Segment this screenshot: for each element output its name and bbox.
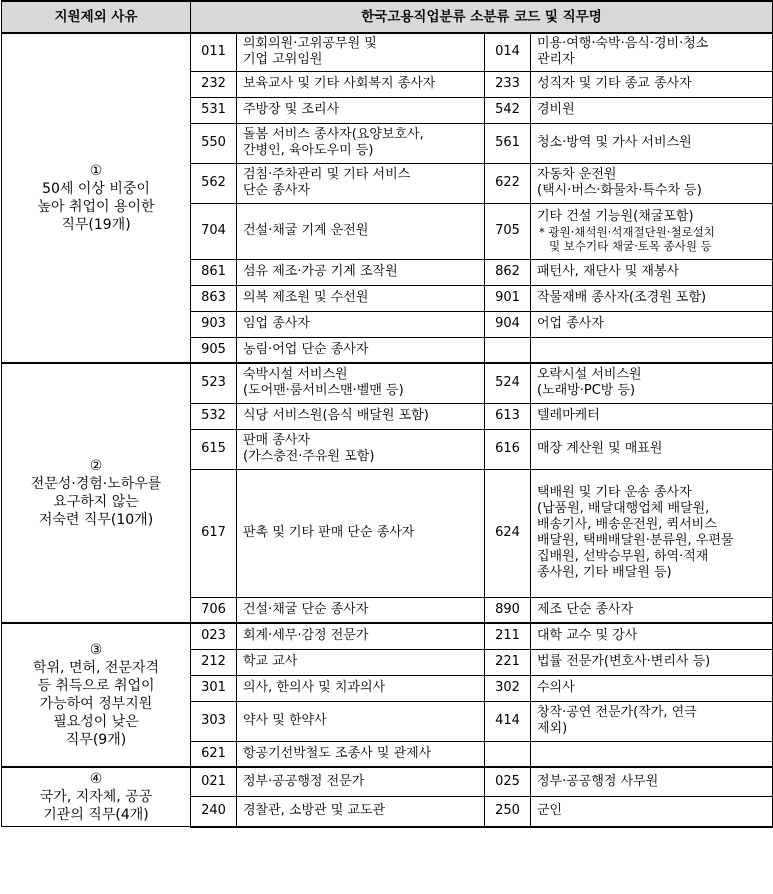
job-name-line: (도어맨·룸서비스맨·벨맨 등) [243,383,404,399]
job-name-cell [531,363,773,403]
job-name-line: 경비원 [537,102,575,117]
job-name-cell [531,403,773,429]
job-name-cell [237,701,485,741]
reason-number: ④ [89,771,103,787]
job-name-line: 제외) [537,721,568,736]
job-exclusion-table [1,0,773,828]
table-row [2,623,773,649]
job-name-line: 건설·채굴 단순 종사자 [243,601,369,617]
job-name-line: 군인 [537,803,563,819]
job-code-cell: 903 [191,311,237,337]
job-name-line: 주방장 및 조리사 [243,102,340,117]
job-note-line: * 광원·채석원·석재절단원·철로설치 [539,225,715,239]
job-note-line: 및 보수기타 채굴·토목 종사원 등 [549,239,712,253]
job-name-line: 종사원, 기타 배달원 등) [537,565,672,580]
job-code-cell: 011 [191,33,237,71]
reason-text-line: 전문성·경험·노하우를 [30,476,162,492]
job-code-cell: 890 [485,597,531,623]
job-name-cell [531,675,773,701]
job-code-cell: 613 [485,403,531,429]
exclusion-reason-cell [2,623,191,767]
job-name-line: 회계·세무·감정 전문가 [243,628,369,644]
job-name-cell [237,33,485,71]
job-code-cell: 901 [485,285,531,311]
job-code-cell: 550 [191,123,237,163]
job-name-line: 택배원 및 기타 운송 종사자 [537,485,692,500]
table-header-row [2,1,773,33]
reason-number: ① [89,163,103,179]
job-name-line: (노래방·PC방 등) [537,383,636,399]
job-code-cell: 862 [485,259,531,285]
exclusion-reason-cell [2,33,191,363]
job-name-cell [237,623,485,649]
job-name-line: 패턴사, 재단사 및 재봉사 [537,264,680,279]
job-name-line: 돌봄 서비스 종사자(요양보호사, [243,127,424,142]
job-code-cell: 232 [191,71,237,97]
job-code-cell: 301 [191,675,237,701]
job-name-cell [531,97,773,123]
job-name-cell [237,71,485,97]
job-name-cell [237,203,485,259]
job-code-cell: 615 [191,429,237,469]
job-code-cell: 250 [485,797,531,827]
job-name-cell [531,285,773,311]
table-row [2,363,773,403]
job-name-line: 정부·공공행정 전문가 [243,774,365,790]
reason-text-line: 국가, 지자체, 공공 [39,789,153,805]
job-name-cell [531,741,773,767]
job-name-line: 검침·주차관리 및 기타 서비스 [243,167,411,182]
job-name-cell [237,597,485,623]
job-name-line: 텔레마케터 [537,408,600,423]
job-name-line: 숙박시설 서비스원 [243,367,348,383]
job-code-cell: 532 [191,403,237,429]
job-code-cell: 014 [485,33,531,71]
job-name-line: 관리자 [537,52,575,68]
job-name-cell [531,649,773,675]
header-code-and-job: 한국고용직업분류 소분류 코드 및 직무명 [191,1,773,33]
job-code-cell: 233 [485,71,531,97]
job-name-cell [531,33,773,71]
job-name-cell [531,71,773,97]
job-name-line: 법률 전문가(변호사·변리사 등) [537,654,711,669]
job-code-cell: 211 [485,623,531,649]
job-name-cell [237,741,485,767]
job-name-line: 기업 고위임원 [243,52,323,68]
job-code-cell: 621 [191,741,237,767]
job-code-cell: 212 [191,649,237,675]
job-code-cell: 524 [485,363,531,403]
reason-text-line: 요구하지 않는 [53,494,139,510]
job-name-cell [237,259,485,285]
job-code-cell: 705 [485,203,531,259]
job-name-line: 작물재배 종사자(조경원 포함) [537,290,707,305]
job-code-cell: 616 [485,429,531,469]
reason-text-line: 가능하여 정부지원 [39,696,153,712]
job-name-line: 수의사 [537,680,575,695]
job-name-line: 건설·채굴 기계 운전원 [243,223,369,238]
job-code-cell: 025 [485,767,531,797]
reason-text-line: 직무(19개) [61,217,131,233]
reason-text-line: 직무(9개) [65,732,127,748]
table-row [2,33,773,71]
job-name-cell [531,469,773,597]
reason-text-line: 필요성이 낮은 [53,714,139,730]
job-name-cell [531,123,773,163]
job-name-cell [531,623,773,649]
exclusion-reason-cell [2,363,191,623]
job-code-cell: 863 [191,285,237,311]
job-code-cell: 561 [485,123,531,163]
job-name-cell [531,701,773,741]
job-code-cell: 562 [191,163,237,203]
job-code-cell: 221 [485,649,531,675]
job-name-line: 단순 종사자 [243,183,310,198]
job-name-line: 매장 계산원 및 매표원 [537,441,663,456]
job-name-cell [531,767,773,797]
job-code-cell: 624 [485,469,531,597]
job-name-line: 경찰관, 소방관 및 교도관 [243,803,386,819]
job-name-cell [237,123,485,163]
job-name-cell [237,363,485,403]
job-code-cell: 617 [191,469,237,597]
job-name-line: 항공기선박철도 조종사 및 관제사 [243,745,432,761]
job-name-cell [237,675,485,701]
reason-text-line: 저숙련 직무(10개) [38,512,154,528]
job-name-line: (택시·버스·화물차·특수차 등) [537,183,702,198]
job-name-line: 미용·여행·숙박·음식·경비·청소 [537,36,709,52]
job-name-cell [531,259,773,285]
job-name-line: 의회의원·고위공무원 및 [243,36,377,52]
job-code-cell [485,337,531,363]
job-name-line: 약사 및 한약사 [243,713,327,728]
job-name-line: 배달원, 택배배달원·분류원, 우편물 [537,533,734,548]
job-name-cell [237,97,485,123]
job-name-line: 판촉 및 기타 판매 단순 종사자 [243,525,415,540]
exclusion-reason-cell [2,767,191,827]
job-code-cell: 861 [191,259,237,285]
job-name-line: 집배원, 선박승무원, 하역·적재 [537,549,709,564]
table-row [2,767,773,797]
job-code-cell: 023 [191,623,237,649]
job-code-cell [485,741,531,767]
job-name-cell [531,311,773,337]
job-name-line: 기타 건설 기능원(채굴포함) [537,209,694,224]
job-name-line: 청소·방역 및 가사 서비스원 [537,135,692,150]
job-code-cell: 240 [191,797,237,827]
job-code-cell: 021 [191,767,237,797]
job-name-cell [531,163,773,203]
job-name-line: 오락시설 서비스원 [537,367,642,383]
reason-text-line: 학위, 면허, 전문자격 [33,660,159,676]
job-name-cell [237,649,485,675]
job-name-cell [531,429,773,469]
job-name-cell [531,203,773,259]
job-code-cell: 706 [191,597,237,623]
job-name-cell [237,285,485,311]
job-code-cell: 622 [485,163,531,203]
job-code-cell: 905 [191,337,237,363]
job-name-cell [531,797,773,827]
job-name-line: 임업 종사자 [243,316,310,331]
reason-text-line: 등 취득으로 취업이 [37,678,155,694]
job-name-line: 의사, 한의사 및 치과의사 [243,680,386,695]
job-name-cell [237,163,485,203]
job-name-cell [237,429,485,469]
job-code-cell: 704 [191,203,237,259]
job-name-line: 섬유 제조·가공 기계 조작원 [243,264,398,279]
job-name-line: 의복 제조원 및 수선원 [243,290,369,305]
job-name-line: 어업 종사자 [537,316,604,331]
reason-number: ③ [89,642,103,658]
reason-text-line: 50세 이상 비중이 [42,181,150,197]
job-name-cell [237,767,485,797]
job-name-line: 제조 단순 종사자 [537,601,634,617]
job-name-line: 창작·공연 전문가(작가, 연극 [537,705,697,720]
job-name-line: 학교 교사 [243,654,298,669]
job-name-cell [237,311,485,337]
reason-number: ② [89,458,103,474]
job-name-line: 대학 교수 및 강사 [537,628,638,644]
job-name-line: 농림·어업 단순 종사자 [243,341,369,357]
job-name-line: 자동차 운전원 [537,167,617,182]
job-name-cell [237,403,485,429]
job-name-line: (납품원, 배달대행업체 배달원, [537,501,710,516]
job-name-line: 식당 서비스원(음식 배달원 포함) [243,408,429,423]
job-name-line: 정부·공공행정 사무원 [537,774,659,790]
job-name-cell [531,597,773,623]
job-name-cell [237,469,485,597]
job-name-line: 간병인, 육아도우미 등) [243,143,374,158]
job-code-cell: 904 [485,311,531,337]
job-name-line: 성직자 및 기타 종교 종사자 [537,76,692,91]
reason-text-line: 기관의 직무(4개) [43,807,149,823]
header-exclusion-reason: 지원제외 사유 [2,1,191,33]
job-code-cell: 523 [191,363,237,403]
job-name-line: 배송기사, 배송운전원, 퀵서비스 [537,517,717,532]
job-code-cell: 542 [485,97,531,123]
job-name-line: 보육교사 및 기타 사회복지 종사자 [243,76,436,91]
job-code-cell: 414 [485,701,531,741]
job-code-cell: 303 [191,701,237,741]
job-name-line: 판매 종사자 [243,433,310,448]
job-code-cell: 531 [191,97,237,123]
job-code-cell: 302 [485,675,531,701]
job-name-line: (가스충전·주유원 포함) [243,449,375,464]
job-name-cell [237,797,485,827]
job-name-cell [237,337,485,363]
reason-text-line: 높아 취업이 용이한 [37,199,155,215]
job-name-cell [531,337,773,363]
